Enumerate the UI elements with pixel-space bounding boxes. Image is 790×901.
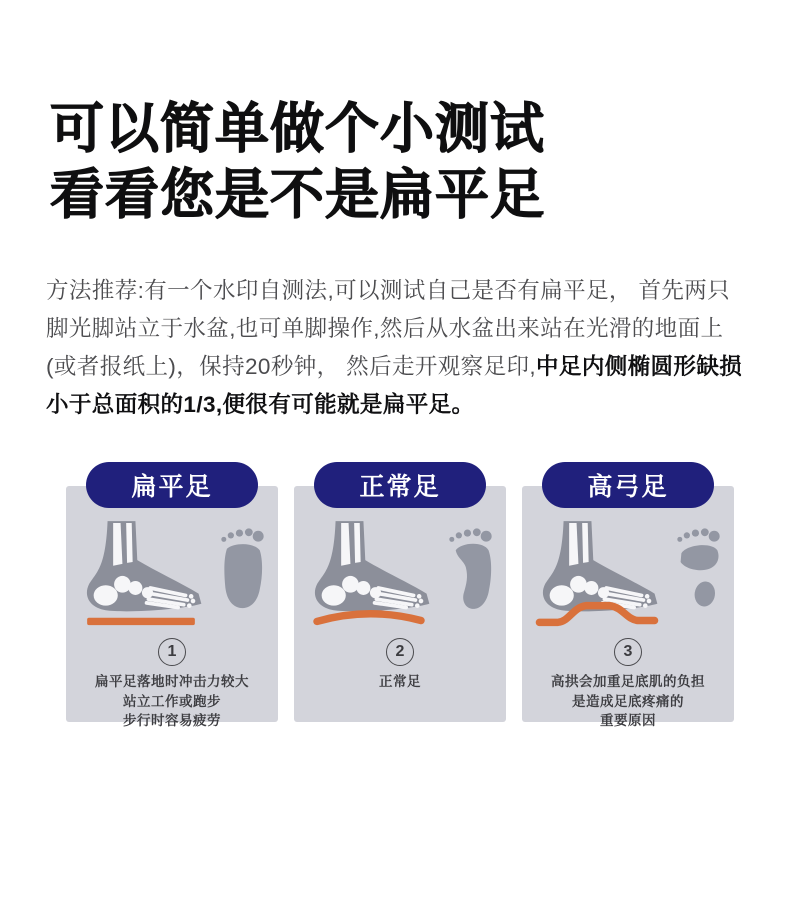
- desc-line: 扁平足落地时冲击力较大: [95, 674, 249, 689]
- card-label-pill: 正常足: [314, 462, 486, 508]
- page-title: [50, 96, 742, 228]
- foot-skeleton-side-icon: [532, 518, 662, 632]
- card-illustration: [522, 486, 734, 636]
- step-number-badge: 1: [158, 638, 186, 666]
- arch-line-flat: [87, 618, 195, 625]
- card-description: [522, 672, 734, 731]
- step-number-badge: 2: [386, 638, 414, 666]
- card-flat-foot: [66, 473, 278, 728]
- intro-text-bold: 中足内侧椭圆形缺损小于总面积的1/3,便很有可能就是扁平足。: [46, 354, 743, 417]
- page-title-line1: 可以简单做个小测试: [50, 99, 545, 159]
- footprint-normal-icon: [444, 520, 494, 618]
- footprint-flat-icon: [216, 520, 266, 618]
- desc-line: 正常足: [379, 674, 421, 689]
- desc-line: 是造成足底疼痛的: [572, 693, 684, 709]
- intro-text-normal: 方法推荐:有一个水印自测法,可以测试自己是否有扁平足， 首先两只脚光脚站立于水盆,也可单脚操作,然后从水盆出来站在光滑的地面上(或者报纸上)，保持20秒钟， 然后走开观察足印,: [46, 278, 731, 379]
- card-high-arch-foot: [522, 473, 734, 728]
- intro-paragraph: [46, 272, 748, 424]
- page-title-line2: 看看您是不是扁平足: [50, 165, 545, 225]
- foot-skeleton-side-icon: [76, 518, 206, 632]
- footprint-high-arch-icon: [672, 520, 722, 618]
- foot-skeleton-side-icon: [304, 518, 434, 632]
- card-normal-foot: [294, 473, 506, 722]
- desc-line: 站立工作或跑步: [123, 693, 221, 709]
- card-description: [66, 672, 278, 731]
- arch-line-curved: [317, 614, 421, 622]
- card-label-pill: 高弓足: [542, 462, 714, 508]
- card-label-pill: 扁平足: [86, 462, 258, 508]
- desc-line: 高拱会加重足底肌的负担: [551, 674, 705, 689]
- card-illustration: [294, 486, 506, 636]
- page: [0, 96, 790, 901]
- desc-line: 步行时容易疲劳: [123, 713, 221, 728]
- card-description: [294, 672, 506, 692]
- foot-type-cards: [0, 473, 790, 728]
- desc-line: 重要原因: [600, 713, 656, 728]
- step-number-badge: 3: [614, 638, 642, 666]
- card-illustration: [66, 486, 278, 636]
